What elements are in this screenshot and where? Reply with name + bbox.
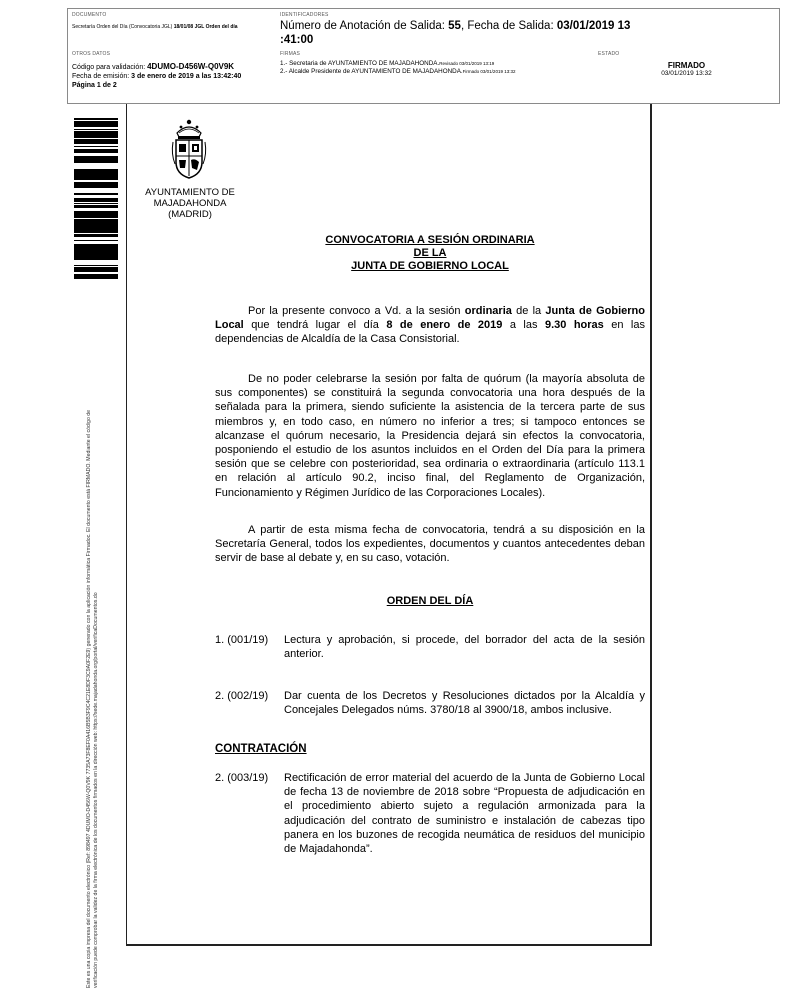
agenda-item-number: 2. (003/19)	[215, 772, 269, 784]
agenda-item	[215, 689, 645, 717]
agenda-item-text: Rectificación de error material del acuerdo de la Junta de Gobierno Local de fecha 13 de noviembre de 2018 sobre “Propuesta de adjudicación en el procedimiento abierto sujeto a regulación armonizada para la adjudicación del contrato de suministro e instalación de cabezas tipo panera en los buzones de recogida neumática de residuos del municipio de Majadahonda”.	[284, 772, 645, 856]
estado-date: 03/01/2019 13:32	[661, 70, 712, 77]
firma-1: 1.- Secretaria de AYUNTAMIENTO DE MAJADAHONDA.Revisado 03/01/2019 13:19	[280, 60, 495, 67]
estado-cell	[594, 48, 779, 103]
codigo-validacion: Código para validación: 4DUMO-D456W-Q0V9K	[72, 62, 235, 71]
fecha-emision: Fecha de emisión: 3 de enero de 2019 a las 13:42:40	[72, 73, 242, 80]
documento-label: DOCUMENTO	[72, 12, 107, 18]
agenda-item-text: Dar cuenta de los Decretos y Resoluciones dictados por la Alcaldía y Concejales Delegados núms. 3780/18 al 3900/18, ambos inclusive.	[284, 690, 645, 717]
anotacion-salida-text: Número de Anotación de Salida: 55, Fecha de Salida: 03/01/2019 13 :41:00	[280, 20, 631, 46]
letterhead: AYUNTAMIENTO DE MAJADAHONDA (MADRID)	[145, 187, 235, 220]
quorum-paragraph: De no poder celebrarse la sesión por falta de quórum (la mayoría absoluta de sus componentes) se constituirá la segunda convocatoria una hora después de la señalada para la primera, siendo suficiente la asistencia de la tercera parte de sus miembros y, en todo caso, en número no inferior a tres; si tampoco entonces se alcanzase el quórum necesario, la Presidencia dejará sin efectos la convocatoria, posponiendo el estudio de los asuntos incluidos en el Orden del Día para la primera sesión que se celebre con posterioridad, sea ordinaria o extraordinaria (artículo 113.1 en relación al artículo 90.2, inciso final, del Reglamento de Organización, Funcionamiento y Régimen Jurídico de las Corporaciones Locales).	[215, 373, 645, 499]
signature-header-table	[67, 8, 780, 104]
identificadores-label: IDENTIFICADORES	[280, 12, 329, 18]
barcode-image	[74, 117, 118, 279]
identificadores-cell	[276, 9, 779, 48]
agenda-item-text: Lectura y aprobación, si procede, del borrador del acta de la sesión anterior.	[284, 634, 645, 661]
contratacion-heading: CONTRATACIÓN	[215, 743, 307, 755]
convocatoria-paragraph: Por la presente convoco a Vd. a la sesión ordinaria de la Junta de Gobierno Local que tendrá lugar el día 8 de enero de 2019 a las 9.30 horas en las dependencias de Alcaldía de la Casa Consistorial.	[215, 305, 645, 346]
agenda-item-number: 2. (002/19)	[215, 690, 269, 702]
documento-cell	[68, 9, 276, 48]
firma-2: 2.- Alcalde Presidente de AYUNTAMIENTO DE MAJADAHONDA.Firmado 03/01/2019 13:32	[280, 68, 516, 75]
agenda-item	[215, 633, 645, 661]
verification-side-note: Este es una copia impresa del documento electrónico (Ref: 898497 4DUMO-D456W-Q0V9K 7735A73F8EF0A416B5B3F9C4C21E8DF3C9A0F2E9) generado con la aplicación informática Firmadoc. El documento está FIRMADO. Mediante el código de verificación puede comprobar la validez de la firma electrónica de los documentos firmados en la dirección web: https://sede.majadahonda.org/portal/verificaDocumentos.do	[86, 409, 99, 988]
agenda-item-number: 1. (001/19)	[215, 634, 269, 646]
otros-datos-cell	[68, 48, 276, 103]
document-title: CONVOCATORIA A SESIÓN ORDINARIA DE LA JUNTA DE GOBIERNO LOCAL	[325, 234, 535, 272]
firmas-label: FIRMAS	[280, 51, 301, 57]
disposicion-paragraph: A partir de esta misma fecha de convocatoria, tendrá a su disposición en la Secretaría General, todos los expedientes, documentos y cuantos antecedentes deban servir de base al debate y, en su caso, votación.	[215, 524, 645, 565]
agenda-item	[215, 771, 645, 856]
orden-del-dia-heading: ORDEN DEL DÍA	[386, 595, 474, 607]
documento-text: Secretaría Orden del Día (Convocatoria JGL) 18/01/08 JGL Orden del día	[72, 24, 238, 30]
pagina-indicator: Página 1 de 2	[72, 82, 117, 89]
estado-value: FIRMADO	[667, 61, 706, 70]
coat-of-arms-icon	[170, 118, 208, 180]
otros-datos-label: OTROS DATOS	[72, 51, 111, 57]
firmas-cell	[276, 48, 594, 103]
estado-label: ESTADO	[598, 51, 620, 57]
